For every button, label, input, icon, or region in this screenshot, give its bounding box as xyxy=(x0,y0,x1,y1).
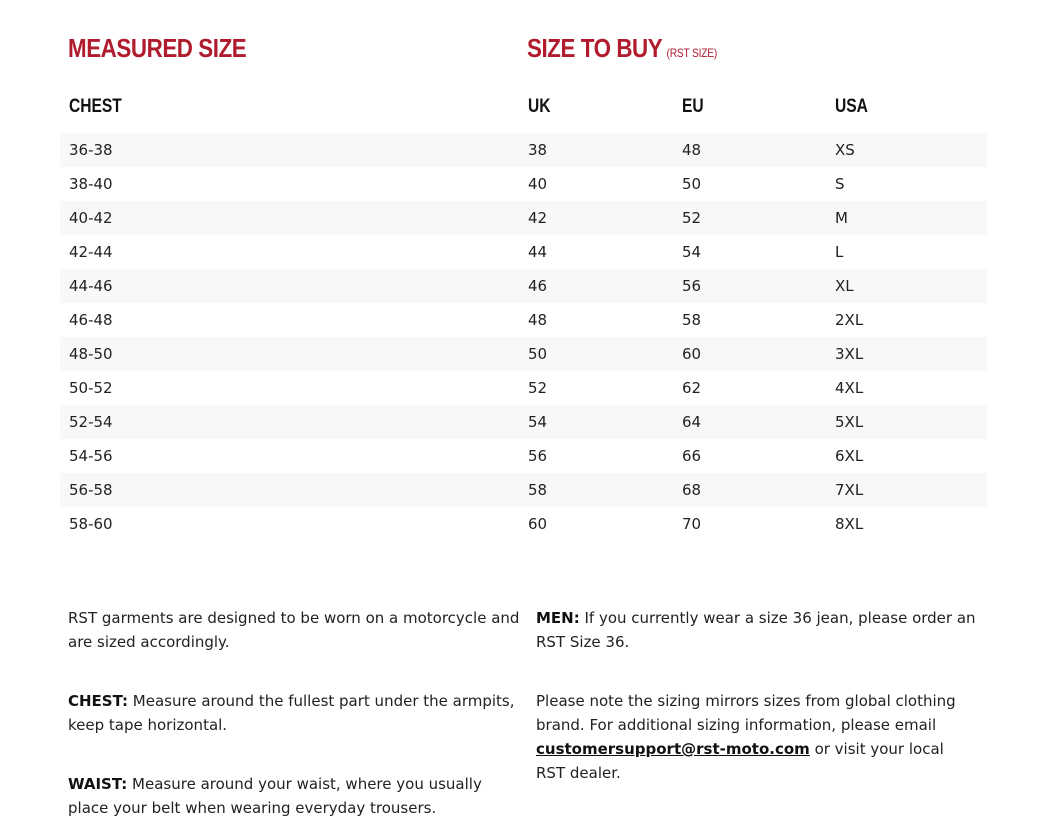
waist-note-text: Measure around your waist, where you usually place your belt when wearing everyday trousers. xyxy=(68,775,482,817)
cell-eu: 54 xyxy=(682,243,702,261)
size-table xyxy=(60,133,987,541)
cell-usa: XL xyxy=(835,277,854,295)
cell-uk: 38 xyxy=(528,141,548,159)
sizing-note xyxy=(536,689,976,785)
cell-usa: L xyxy=(835,243,844,261)
cell-chest: 52-54 xyxy=(69,413,113,431)
men-note-label: MEN: xyxy=(536,609,580,627)
rst-size-note: (RST SIZE) xyxy=(666,46,718,60)
cell-chest: 48-50 xyxy=(69,345,113,363)
column-header-usa: USA xyxy=(835,96,868,117)
garments-note-text: RST garments are designed to be worn on a motorcycle and are sized accordingly. xyxy=(68,609,520,651)
cell-chest: 44-46 xyxy=(69,277,113,295)
table-row xyxy=(60,439,987,473)
chest-note-text: Measure around the fullest part under the armpits, keep tape horizontal. xyxy=(68,692,515,734)
support-email-link[interactable]: customersupport@rst-moto.com xyxy=(536,740,810,758)
table-row xyxy=(60,405,987,439)
table-row xyxy=(60,337,987,371)
cell-eu: 52 xyxy=(682,209,702,227)
men-note xyxy=(536,606,976,654)
cell-usa: 3XL xyxy=(835,345,864,363)
cell-eu: 48 xyxy=(682,141,702,159)
cell-uk: 56 xyxy=(528,447,548,465)
table-row xyxy=(60,201,987,235)
cell-usa: M xyxy=(835,209,848,227)
garments-note xyxy=(68,606,523,654)
measured-size-heading xyxy=(68,33,246,63)
waist-note-label: WAIST: xyxy=(68,775,128,793)
cell-eu: 64 xyxy=(682,413,702,431)
cell-uk: 48 xyxy=(528,311,548,329)
cell-eu: 66 xyxy=(682,447,702,465)
table-row xyxy=(60,235,987,269)
table-row xyxy=(60,269,987,303)
cell-uk: 52 xyxy=(528,379,548,397)
cell-uk: 54 xyxy=(528,413,548,431)
cell-usa: 7XL xyxy=(835,481,864,499)
sizing-note-text: Please note the sizing mirrors sizes from global clothing brand. For additional sizing information, please email xyxy=(536,692,956,734)
cell-eu: 60 xyxy=(682,345,702,363)
measured-size-title: MEASURED SIZE xyxy=(68,33,247,63)
cell-chest: 42-44 xyxy=(69,243,113,261)
cell-eu: 50 xyxy=(682,175,702,193)
size-to-buy-heading xyxy=(527,33,717,68)
cell-chest: 36-38 xyxy=(69,141,113,159)
cell-chest: 56-58 xyxy=(69,481,113,499)
chest-note xyxy=(68,689,523,737)
table-row xyxy=(60,167,987,201)
cell-eu: 68 xyxy=(682,481,702,499)
sizing-note-tail: or visit your local RST dealer. xyxy=(536,740,944,782)
size-to-buy-title: SIZE TO BUY xyxy=(527,33,663,63)
cell-chest: 46-48 xyxy=(69,311,113,329)
cell-usa: 8XL xyxy=(835,515,864,533)
cell-chest: 38-40 xyxy=(69,175,113,193)
cell-eu: 70 xyxy=(682,515,702,533)
table-row xyxy=(60,133,987,167)
table-row xyxy=(60,507,987,541)
cell-uk: 44 xyxy=(528,243,548,261)
cell-eu: 62 xyxy=(682,379,702,397)
cell-usa: 5XL xyxy=(835,413,864,431)
column-header-chest: CHEST xyxy=(69,96,122,117)
cell-usa: 6XL xyxy=(835,447,864,465)
men-note-text: If you currently wear a size 36 jean, please order an RST Size 36. xyxy=(536,609,976,651)
column-header-uk: UK xyxy=(528,96,551,117)
cell-eu: 56 xyxy=(682,277,702,295)
cell-uk: 58 xyxy=(528,481,548,499)
cell-uk: 42 xyxy=(528,209,548,227)
cell-chest: 50-52 xyxy=(69,379,113,397)
cell-uk: 46 xyxy=(528,277,548,295)
cell-uk: 40 xyxy=(528,175,548,193)
chest-note-label: CHEST: xyxy=(68,692,129,710)
cell-uk: 60 xyxy=(528,515,548,533)
cell-uk: 50 xyxy=(528,345,548,363)
cell-chest: 58-60 xyxy=(69,515,113,533)
table-row xyxy=(60,473,987,507)
cell-eu: 58 xyxy=(682,311,702,329)
cell-usa: S xyxy=(835,175,845,193)
cell-chest: 54-56 xyxy=(69,447,113,465)
table-row xyxy=(60,303,987,337)
column-header-eu: EU xyxy=(682,96,704,117)
cell-chest: 40-42 xyxy=(69,209,113,227)
cell-usa: 2XL xyxy=(835,311,864,329)
cell-usa: XS xyxy=(835,141,855,159)
cell-usa: 4XL xyxy=(835,379,864,397)
table-row xyxy=(60,371,987,405)
waist-note xyxy=(68,772,523,820)
